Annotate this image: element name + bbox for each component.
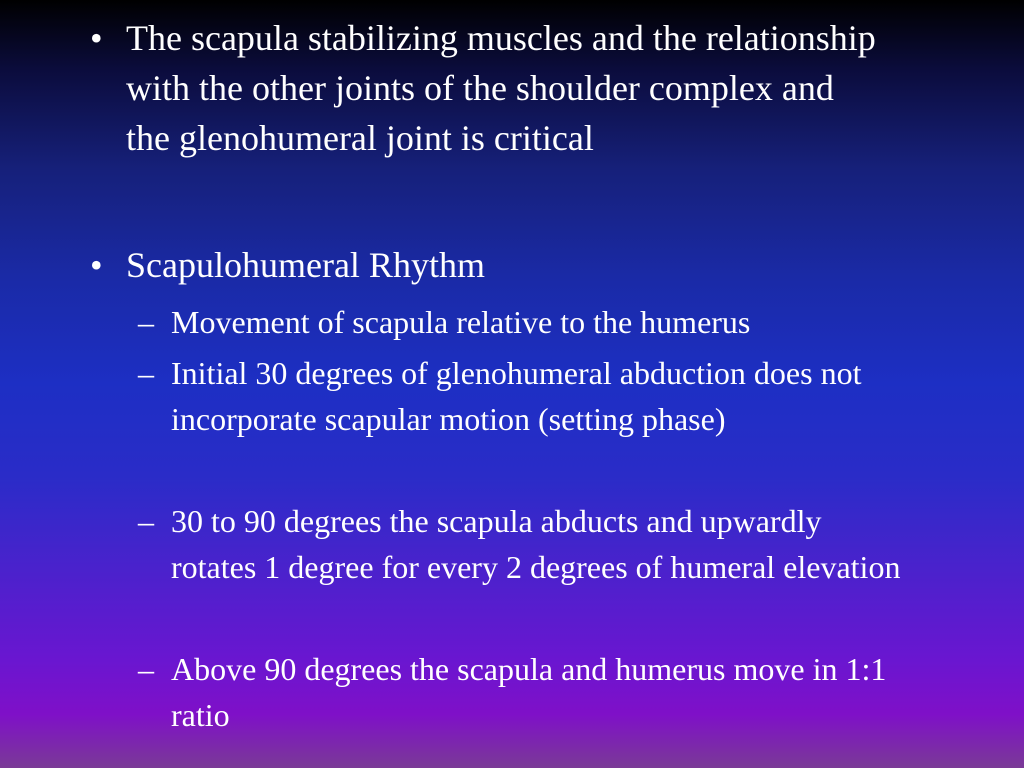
bullet-text: Scapulohumeral Rhythm [126,245,485,285]
sub-bullet-text: 30 to 90 degrees the scapula abducts and upwardly rotates 1 degree for every 2 degrees of humeral elevation [171,503,901,585]
sub-bullet-text: Initial 30 degrees of glenohumeral abduction does not incorporate scapular motion (setting phase) [171,355,862,437]
sub-bullet-text: Above 90 degrees the scapula and humerus move in 1:1 ratio [171,651,887,733]
sub-bullet-marker: – [138,304,154,340]
sub-bullet-item [0,350,911,442]
sub-bullet-item [0,498,911,590]
sub-bullet-marker: – [138,355,154,391]
sub-bullet-item [0,646,911,738]
bullet-item [0,240,886,290]
bullet-text: The scapula stabilizing muscles and the relationship with the other joints of the shoulder complex and the glenohumeral joint is critical [126,18,876,158]
sub-bullet-text: Movement of scapula relative to the humerus [171,304,751,340]
sub-bullet-item [0,299,911,345]
sub-bullet-marker: – [138,503,154,539]
sub-bullet-marker: – [138,651,154,687]
bullet-item [0,13,886,163]
bullet-marker: • [90,245,103,285]
bullet-marker: • [90,18,103,58]
